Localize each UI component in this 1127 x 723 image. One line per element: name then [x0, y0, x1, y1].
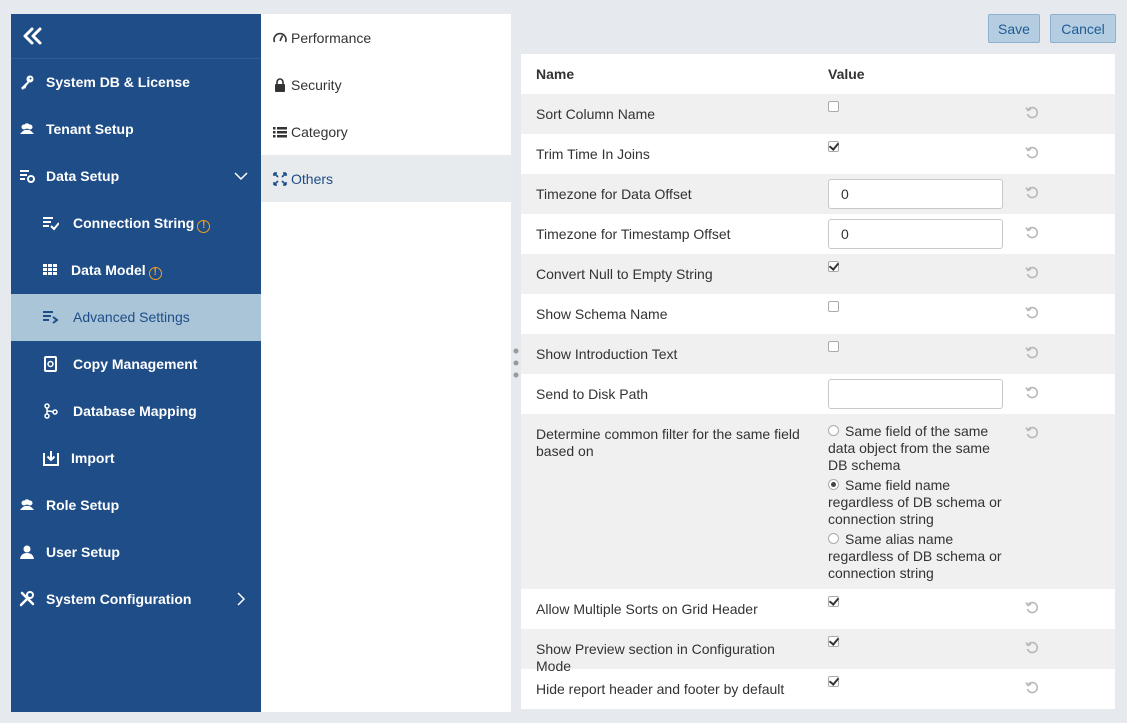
data-settings-icon [19, 168, 35, 184]
setting-name: Timezone for Timestamp Offset [536, 226, 731, 242]
grid-header [521, 54, 1115, 94]
sidebar-item-label: System Configuration [46, 591, 192, 607]
setting-value [828, 384, 1003, 414]
setting-name: Send to Disk Path [536, 386, 649, 402]
setting-checkbox[interactable] [828, 636, 839, 647]
reset-icon[interactable] [1025, 266, 1039, 280]
sidebar-item-advanced-settings[interactable] [11, 294, 261, 341]
category-label: Category [291, 124, 348, 140]
reset-icon[interactable] [1025, 226, 1039, 240]
sidebar-item-data-setup[interactable] [11, 153, 261, 200]
grid-body [521, 94, 1115, 709]
warning-icon: ! [197, 220, 210, 233]
setting-value [828, 599, 839, 610]
table-row [521, 414, 1115, 589]
radio-label: Same field of the same data object from the same DB schema [828, 423, 990, 473]
setting-checkbox[interactable] [828, 101, 839, 112]
setting-value [828, 639, 839, 650]
reset-icon[interactable] [1025, 106, 1039, 120]
setting-value [828, 184, 1003, 214]
radio-label: Same alias name regardless of DB schema or connection string [828, 531, 1002, 581]
setting-checkbox[interactable] [828, 261, 839, 272]
connection-icon [43, 215, 59, 231]
radio-button[interactable] [828, 479, 839, 490]
reset-icon[interactable] [1025, 601, 1039, 615]
sidebar-item-label: Data Model ! [71, 262, 162, 280]
setting-text-input[interactable] [828, 179, 1003, 209]
radio-button[interactable] [828, 425, 839, 436]
column-header-value: Value [828, 66, 865, 82]
sidebar [11, 14, 261, 712]
setting-checkbox[interactable] [828, 141, 839, 152]
sidebar-header [11, 14, 261, 59]
setting-name: Trim Time In Joins [536, 146, 650, 162]
table-row [521, 629, 1115, 674]
setting-name: Show Introduction Text [536, 346, 678, 362]
sidebar-item-role-setup[interactable] [11, 482, 261, 529]
setting-checkbox[interactable] [828, 596, 839, 607]
sidebar-item-data-model[interactable] [11, 247, 261, 294]
table-row [521, 94, 1115, 134]
warning-icon: ! [149, 267, 162, 280]
category-category[interactable] [261, 108, 511, 155]
sidebar-item-label: Connection String ! [73, 215, 210, 233]
table-row [521, 374, 1115, 414]
category-security[interactable] [261, 61, 511, 108]
setting-name: Hide report header and footer by default [536, 681, 785, 697]
sidebar-item-import[interactable] [11, 435, 261, 482]
setting-value [828, 224, 1003, 254]
users-icon [19, 497, 35, 513]
radio-label: Same field name regardless of DB schema or connection string [828, 477, 1002, 527]
setting-text-input[interactable] [828, 379, 1003, 409]
expand-icon [273, 172, 287, 186]
table-row [521, 134, 1115, 174]
table-row [521, 214, 1115, 254]
sidebar-item-database-mapping[interactable] [11, 388, 261, 435]
settings-grid [521, 54, 1115, 709]
category-label: Others [291, 171, 334, 187]
reset-icon[interactable] [1025, 641, 1039, 655]
table-row [521, 294, 1115, 334]
wrench-icon [19, 591, 35, 607]
category-label: Security [291, 77, 342, 93]
setting-value [828, 104, 839, 115]
double-chevron-left-icon[interactable] [20, 23, 46, 49]
sidebar-item-label: Advanced Settings [73, 309, 190, 325]
sidebar-item-label: Database Mapping [73, 403, 197, 419]
mapping-icon [43, 403, 59, 419]
sidebar-item-copy-management[interactable] [11, 341, 261, 388]
list-icon [273, 125, 287, 139]
grid-icon [43, 262, 59, 278]
sidebar-item-label: Import [71, 450, 115, 466]
reset-icon[interactable] [1025, 386, 1039, 400]
radio-option[interactable] [828, 423, 1013, 474]
setting-value [828, 304, 839, 315]
chevron-right-icon[interactable] [233, 591, 249, 607]
cancel-button[interactable]: Cancel [1050, 14, 1116, 43]
radio-group [828, 423, 1013, 585]
chevron-down-icon[interactable] [233, 168, 249, 184]
setting-checkbox[interactable] [828, 341, 839, 352]
setting-value [828, 344, 839, 355]
table-row [521, 334, 1115, 374]
category-others[interactable] [261, 155, 511, 202]
sidebar-item-system-db[interactable] [11, 59, 261, 106]
setting-value [828, 144, 839, 155]
gauge-icon [273, 31, 287, 45]
lock-icon [273, 78, 287, 92]
save-button[interactable]: Save [988, 14, 1040, 43]
sidebar-item-label: Role Setup [46, 497, 120, 513]
sidebar-item-label: Copy Management [73, 356, 198, 372]
setting-checkbox[interactable] [828, 301, 839, 312]
table-row [521, 589, 1115, 629]
setting-text-input[interactable] [828, 219, 1003, 249]
reset-icon[interactable] [1025, 681, 1039, 695]
sidebar-item-label: Tenant Setup [46, 121, 134, 137]
key-icon [19, 74, 35, 90]
setting-name: Convert Null to Empty String [536, 266, 713, 282]
sidebar-item-user-setup[interactable] [11, 529, 261, 576]
reset-icon[interactable] [1025, 426, 1039, 440]
user-icon [19, 544, 35, 560]
sidebar-item-label: Data Setup [46, 168, 120, 184]
reset-icon[interactable] [1025, 146, 1039, 160]
table-row [521, 669, 1115, 709]
copy-icon [43, 356, 59, 372]
advanced-icon [43, 309, 59, 325]
sidebar-item-label: System DB & License [46, 74, 190, 90]
setting-name: Show Schema Name [536, 306, 668, 322]
radio-button[interactable] [828, 533, 839, 544]
users-icon [19, 121, 35, 137]
category-list [261, 14, 511, 712]
radio-option[interactable] [828, 477, 1013, 528]
setting-name: Show Preview section in Configuration Mode [536, 641, 775, 674]
sidebar-item-label: User Setup [46, 544, 120, 560]
category-performance[interactable] [261, 14, 511, 61]
reset-icon[interactable] [1025, 186, 1039, 200]
table-row [521, 254, 1115, 294]
radio-option[interactable] [828, 531, 1013, 582]
reset-icon[interactable] [1025, 346, 1039, 360]
import-icon [43, 450, 59, 466]
resize-handle-icon[interactable] [513, 348, 519, 378]
sidebar-item-connection-string[interactable] [11, 200, 261, 247]
sidebar-item-tenant-setup[interactable] [11, 106, 261, 153]
category-label: Performance [291, 30, 372, 46]
column-header-name: Name [536, 66, 575, 82]
setting-value [828, 679, 839, 690]
setting-name: Timezone for Data Offset [536, 186, 692, 202]
setting-name: Determine common filter for the same field based on [536, 426, 800, 459]
setting-checkbox[interactable] [828, 676, 839, 687]
setting-name: Allow Multiple Sorts on Grid Header [536, 601, 758, 617]
sidebar-item-system-configuration[interactable] [11, 576, 261, 623]
table-row [521, 174, 1115, 214]
setting-value [828, 264, 839, 275]
setting-name: Sort Column Name [536, 106, 656, 122]
reset-icon[interactable] [1025, 306, 1039, 320]
